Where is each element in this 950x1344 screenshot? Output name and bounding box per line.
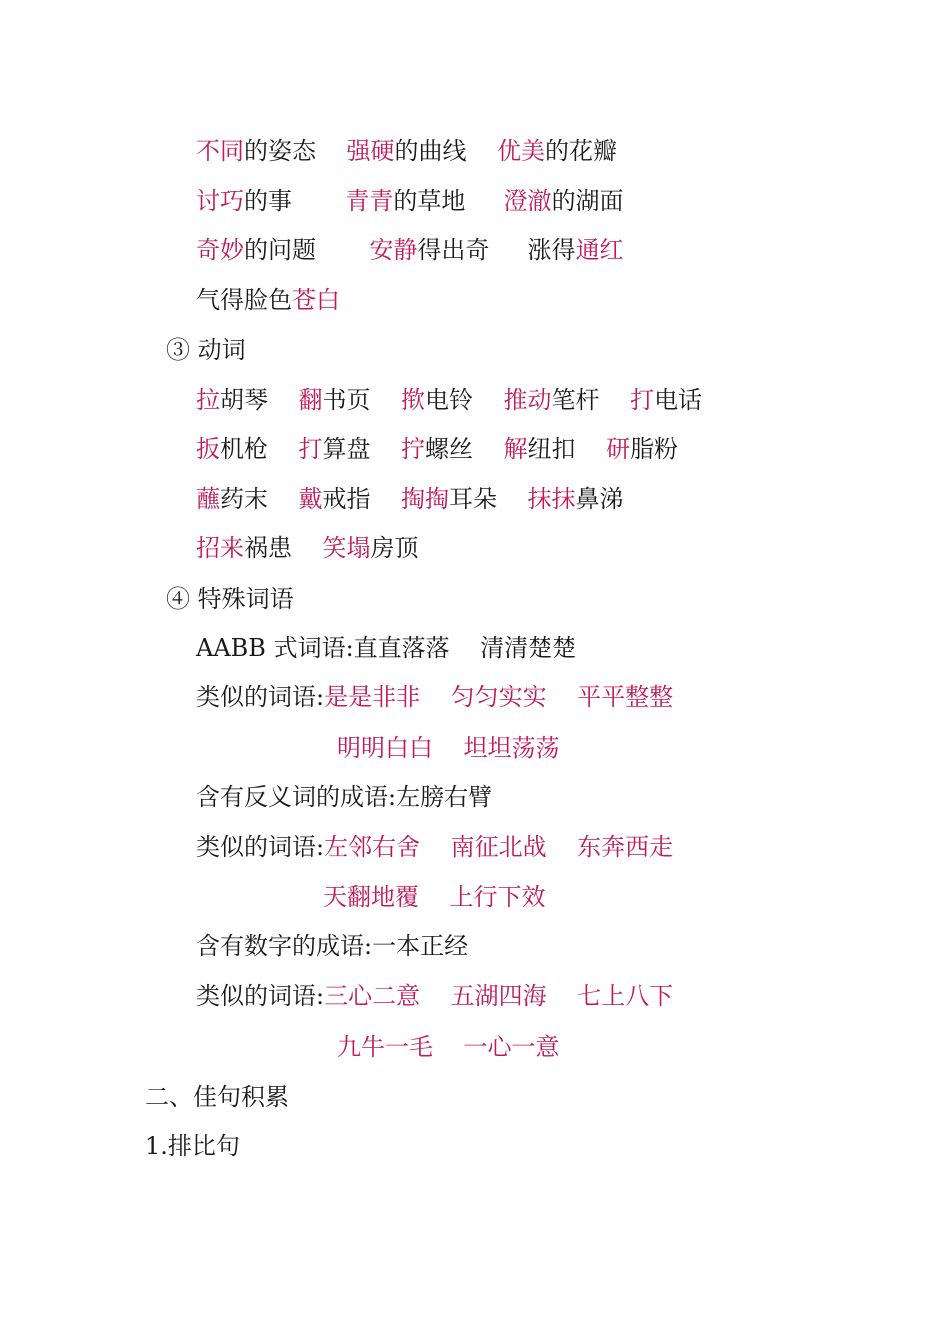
prompt-text: AABB 式词语:直直落落 清清楚楚 (196, 634, 577, 662)
prompt-text: 的问题 (244, 236, 370, 264)
answer-text: 招来 (196, 534, 244, 562)
prompt-text: 胡琴 (220, 386, 299, 414)
answer-text: 打 (630, 386, 655, 414)
prompt-text: 的湖面 (551, 187, 624, 215)
prompt-text: 的草地 (393, 187, 504, 215)
text-line (196, 677, 673, 717)
answer-text: 研 (606, 435, 631, 463)
answer-text: 左邻右舍 南征北战 东奔西走 (324, 833, 674, 861)
text-line (337, 1027, 560, 1067)
prompt-text: 气得脸色 (196, 286, 292, 314)
subsection-heading-parallelism (145, 1126, 240, 1166)
prompt-text: 类似的词语: (196, 683, 325, 711)
answer-text: 抹抹 (527, 485, 576, 513)
answer-text: 通红 (575, 236, 624, 264)
prompt-text: 类似的词语: (196, 833, 325, 861)
prompt-text: 耳朵 (449, 485, 528, 513)
text-line (337, 728, 560, 768)
prompt-text: 1.排比句 (145, 1132, 240, 1160)
answer-text: 安静 (369, 236, 418, 264)
answer-text: 明明白白 坦坦荡荡 (337, 734, 560, 762)
answer-text: 拉 (196, 386, 220, 414)
answer-text: 解 (503, 435, 528, 463)
answer-text: 拧 (401, 435, 426, 463)
prompt-text: ④ 特殊词语 (166, 585, 294, 613)
answer-text: 天翻地覆 上行下效 (323, 883, 546, 911)
answer-text: 奇妙 (196, 236, 244, 264)
prompt-text: 螺丝 (425, 435, 504, 463)
section-heading-special-words (166, 579, 294, 619)
answer-text: 是是非非 匀匀实实 平平整整 (324, 683, 674, 711)
answer-text: 青青 (345, 187, 394, 215)
text-line (196, 230, 624, 270)
answer-text: 优美 (497, 137, 546, 165)
prompt-text: 的曲线 (394, 137, 498, 165)
answer-text: 笑塌 (322, 534, 371, 562)
prompt-text: 电铃 (425, 386, 504, 414)
prompt-text: 脂粉 (630, 435, 679, 463)
answer-text: 九牛一毛 一心一意 (337, 1033, 560, 1061)
answer-text: 掏掏 (401, 485, 450, 513)
prompt-text: 纽扣 (527, 435, 607, 463)
prompt-text: 书页 (322, 386, 402, 414)
prompt-text: 的花瓣 (545, 137, 618, 165)
text-line (196, 380, 702, 420)
text-line (196, 429, 678, 469)
prompt-text: 得出奇 涨得 (417, 236, 576, 264)
answer-text: 扳 (196, 435, 220, 463)
prompt-text: ③ 动词 (166, 336, 246, 364)
section-heading-verbs (166, 330, 246, 370)
answer-text: 揿 (401, 386, 426, 414)
prompt-text: 笔杆 (551, 386, 631, 414)
prompt-text: 药末 (220, 485, 299, 513)
prompt-text: 含有数字的成语:一本正经 (196, 932, 469, 960)
text-line (196, 280, 340, 320)
prompt-text: 二、佳句积累 (145, 1083, 289, 1111)
text-line (196, 777, 492, 817)
prompt-text: 的事 (244, 187, 346, 215)
prompt-text: 含有反义词的成语:左膀右臂 (196, 783, 493, 811)
text-line (196, 131, 617, 171)
prompt-text: 房顶 (370, 534, 419, 562)
answer-text: 推动 (503, 386, 552, 414)
text-line (196, 827, 673, 867)
answer-text: 苍白 (292, 286, 340, 314)
answer-text: 翻 (298, 386, 323, 414)
prompt-text: 电话 (654, 386, 703, 414)
answer-text: 强硬 (346, 137, 395, 165)
text-line (323, 877, 546, 917)
answer-text: 不同 (196, 137, 244, 165)
prompt-text: 祸患 (244, 534, 323, 562)
prompt-text: 机枪 (220, 435, 299, 463)
text-line (196, 976, 673, 1016)
answer-text: 澄澈 (503, 187, 552, 215)
prompt-text: 算盘 (322, 435, 402, 463)
answer-text: 蘸 (196, 485, 220, 513)
text-line (196, 181, 624, 221)
text-line (196, 528, 419, 568)
answer-text: 讨巧 (196, 187, 244, 215)
text-line (196, 926, 468, 966)
prompt-text: 鼻涕 (575, 485, 624, 513)
prompt-text: 的姿态 (244, 137, 347, 165)
answer-text: 三心二意 五湖四海 七上八下 (324, 982, 674, 1010)
prompt-text: 戒指 (322, 485, 402, 513)
answer-text: 戴 (298, 485, 323, 513)
text-line (196, 628, 576, 668)
text-line (196, 479, 624, 519)
answer-text: 打 (298, 435, 323, 463)
section-heading-sentences (145, 1077, 289, 1117)
prompt-text: 类似的词语: (196, 982, 325, 1010)
